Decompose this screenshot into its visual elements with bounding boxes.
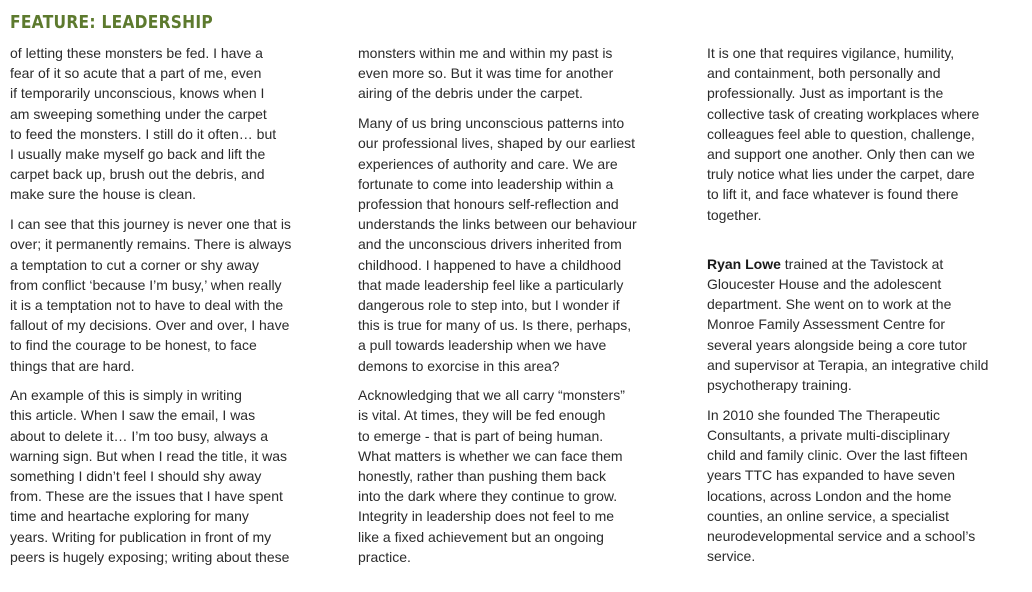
section-header: FEATURE: LEADERSHIP — [10, 12, 214, 33]
text-line: understands the links between our behaviour — [358, 216, 637, 233]
text-line: years. Writing for publication in front of my — [10, 528, 272, 545]
text-line: Acknowledging that we all carry “monsters” — [358, 387, 625, 404]
text-line: childhood. I happened to have a childhood — [358, 256, 622, 273]
text-column-2 — [358, 43, 678, 567]
text-line: counties, an online service, a specialist — [707, 507, 950, 524]
text-line: that made leadership feel like a particularly — [358, 276, 624, 293]
text-line: profession that honours self-reflection and — [358, 195, 619, 212]
text-line: warning sign. But when I read the title, it was — [10, 447, 288, 464]
paragraph — [358, 113, 678, 376]
text-line: Many of us bring unconscious patterns into — [358, 115, 625, 132]
text-line: airing of the debris under the carpet. — [358, 85, 583, 102]
text-line: psychotherapy training. — [707, 377, 852, 394]
text-line: Gloucester House and the adolescent — [707, 276, 942, 293]
text-line: Integrity in leadership does not feel to me — [358, 508, 615, 525]
paragraph — [707, 43, 1025, 225]
author-name: Ryan Lowe — [707, 255, 781, 272]
text-line: years TTC has expanded to have seven — [707, 467, 956, 484]
text-line: I can see that this journey is never one that is — [10, 216, 291, 233]
text-line: a pull towards leadership when we have — [358, 337, 607, 354]
text-line: of letting these monsters be fed. I have a — [10, 45, 263, 61]
text-line: department. She went on to work at the — [707, 296, 952, 313]
text-line: practice. — [358, 548, 411, 565]
text-line: is vital. At times, they will be fed enough — [358, 407, 606, 424]
text-line: together. — [707, 206, 762, 223]
text-line: peers is hugely exposing; writing about these — [10, 548, 290, 565]
text-line: to find the courage to be honest, to face — [10, 337, 257, 354]
text-line: even more so. But it was time for another — [358, 65, 614, 82]
text-line: colleagues feel able to question, challenge, — [707, 125, 975, 142]
text-line: time and heartache exploring for many — [10, 508, 249, 525]
text-line: locations, across London and the home — [707, 487, 952, 504]
text-fragment: trained at the Tavistock at — [780, 255, 944, 272]
text-line: It is one that requires vigilance, humility, — [707, 45, 955, 61]
text-line: fear of it so acute that a part of me, even — [10, 65, 262, 82]
paragraph — [358, 385, 678, 567]
paragraph — [10, 214, 330, 376]
text-line: and support one another. Only then can we — [707, 146, 975, 163]
text-line: and supervisor at Terapia, an integrative child — [707, 356, 989, 373]
text-line: monsters within me and within my past is — [358, 45, 613, 61]
text-line: it is a temptation not to have to deal with the — [10, 296, 284, 313]
text-column-3 — [707, 43, 1025, 566]
text-line: over; it permanently remains. There is always — [10, 236, 292, 253]
text-line: things that are hard. — [10, 357, 135, 374]
text-line: fortunate to come into leadership within a — [358, 175, 614, 192]
text-line: this is true for many of us. Is there, perhaps, — [358, 317, 632, 334]
text-line: fallout of my decisions. Over and over, I have — [10, 317, 290, 334]
text-line: something I didn’t feel I should shy away — [10, 468, 262, 485]
text-line: several years alongside being a core tutor — [707, 336, 967, 353]
text-line: demons to exorcise in this area? — [358, 357, 560, 374]
text-line: truly notice what lies under the carpet, dare — [707, 166, 975, 183]
text-line: Monroe Family Assessment Centre for — [707, 316, 946, 333]
text-line: dangerous role to step into, but I wonder if — [358, 296, 620, 313]
text-line: neurodevelopmental service and a school’s — [707, 527, 976, 544]
text-line: am sweeping something under the carpet — [10, 105, 267, 122]
text-line: like a fixed achievement but an ongoing — [358, 528, 604, 545]
text-line: from conflict ‘because I’m busy,’ when really — [10, 276, 282, 293]
text-line: this article. When I saw the email, I was — [10, 407, 256, 424]
author-bio-continued — [707, 405, 1025, 567]
text-line: from. These are the issues that I have spent — [10, 488, 283, 505]
text-line: to lift it, and face whatever is found there — [707, 186, 959, 203]
text-line: make sure the house is clean. — [10, 186, 196, 203]
text-line: into the dark where they continue to grow. — [358, 488, 618, 505]
paragraph — [10, 385, 330, 567]
text-line: I usually make myself go back and lift the — [10, 146, 266, 163]
text-line: professionally. Just as important is the — [707, 85, 944, 102]
text-line: collective task of creating workplaces where — [707, 105, 980, 122]
text-line: child and family clinic. Over the last fifteen — [707, 447, 968, 464]
text-line: Consultants, a private multi-disciplinary — [707, 426, 950, 443]
text-line: about to delete it… I’m too busy, always a — [10, 427, 269, 444]
text-column-1 — [10, 43, 330, 567]
text-line: and the unconscious drivers inherited from — [358, 236, 622, 253]
text-line: In 2010 she founded The Therapeutic — [707, 406, 940, 423]
text-line: our professional lives, shaped by our earliest — [358, 135, 636, 152]
text-line: a temptation to cut a corner or shy away — [10, 256, 260, 273]
text-line: honestly, rather than pushing them back — [358, 468, 607, 485]
text-line: experiences of authority and care. We are — [358, 155, 618, 172]
text-line: service. — [707, 548, 756, 565]
text-line: and containment, both personally and — [707, 65, 941, 82]
text-line — [707, 254, 1025, 274]
text-line: to emerge - that is part of being human. — [358, 427, 604, 444]
paragraph — [10, 43, 330, 205]
text-line: carpet back up, brush out the debris, and — [10, 166, 265, 183]
text-line: if temporarily unconscious, knows when I — [10, 85, 265, 102]
text-line: to feed the monsters. I still do it often… but — [10, 125, 277, 142]
text-line: An example of this is simply in writing — [10, 387, 242, 404]
author-bio — [707, 254, 1025, 395]
text-line: What matters is whether we can face them — [358, 447, 623, 464]
paragraph — [358, 43, 678, 104]
